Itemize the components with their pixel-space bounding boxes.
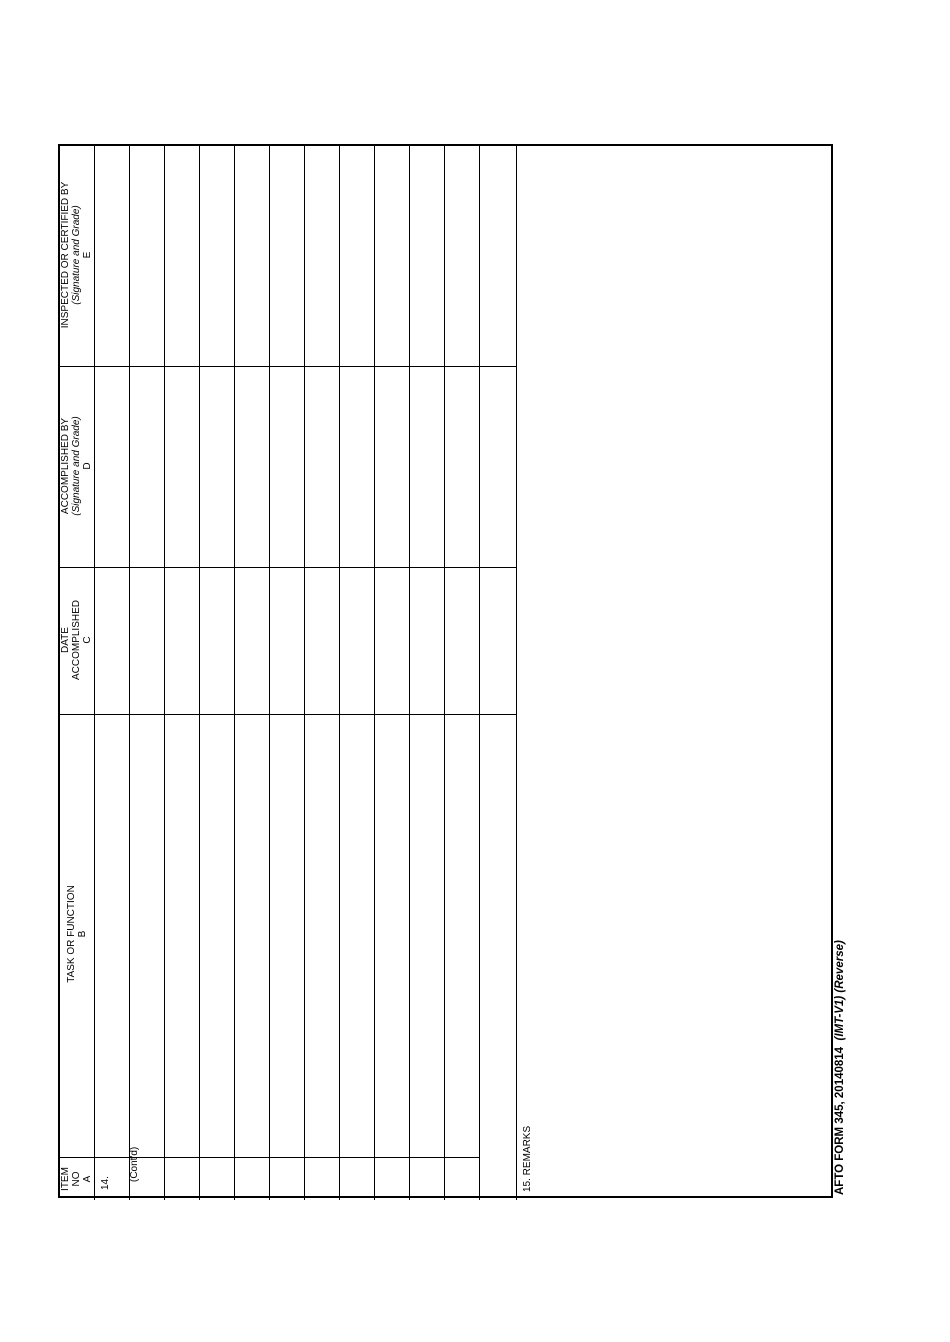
row-divider [444, 146, 445, 1200]
column-divider-b-a-header [60, 1157, 94, 1158]
header-accomplished-by: ACCOMPLISHED BY (Signature and Grade) D [60, 416, 93, 516]
row-divider [479, 146, 480, 1200]
continued-label: (Cont'd) [129, 1146, 140, 1182]
row-divider [129, 146, 130, 1200]
row-divider [304, 146, 305, 1200]
row-divider [199, 146, 200, 1200]
header-task-or-function: TASK OR FUNCTION B [66, 885, 88, 983]
column-divider-d-c [60, 567, 516, 568]
column-divider-b-a [94, 1157, 480, 1158]
item-number-label: 14. [100, 1176, 111, 1190]
column-divider-e-d [60, 366, 516, 367]
form-edition: (IMT-V1) (Reverse) [834, 940, 846, 1041]
header-item-no: ITEM NO A [60, 1167, 93, 1191]
form-id: AFTO FORM 345, 20140814 [834, 1046, 846, 1195]
row-divider [269, 146, 270, 1200]
row-divider [164, 146, 165, 1200]
remarks-label: 15. REMARKS [522, 1125, 533, 1192]
row-divider [409, 146, 410, 1200]
column-divider-c-b [60, 714, 516, 715]
row-divider [339, 146, 340, 1200]
row-divider [374, 146, 375, 1200]
maintenance-form [58, 144, 833, 1198]
form-footer [834, 940, 846, 1195]
header-inspected-by: INSPECTED OR CERTIFIED BY (Signature and Grade) E [60, 181, 93, 329]
table-remarks-divider [516, 146, 517, 1200]
header-date-accomplished: DATE ACCOMPLISHED C [60, 600, 93, 681]
header-divider [94, 146, 95, 1200]
row-divider [234, 146, 235, 1200]
